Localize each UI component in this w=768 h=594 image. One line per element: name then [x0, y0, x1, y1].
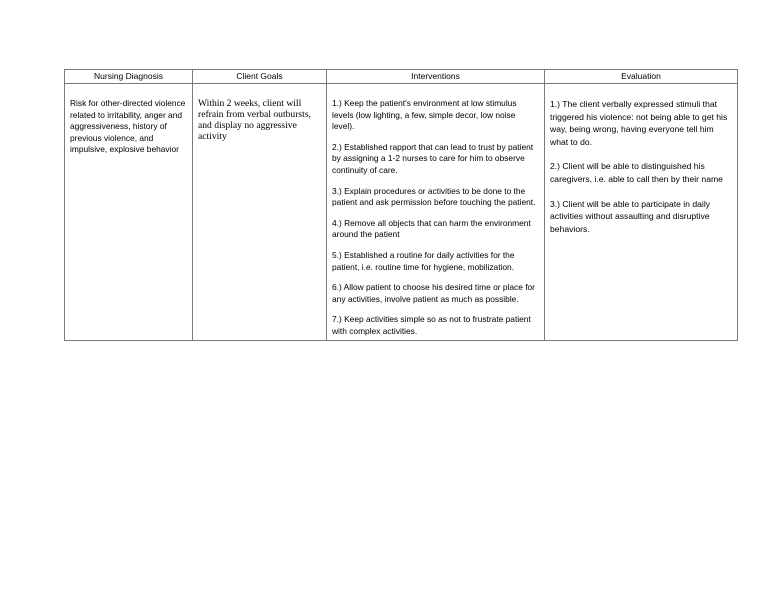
diagnosis-text: Risk for other-directed violence related to irritability, anger and aggressiveness, history of previous violence, and impulsive, explosive behavior — [70, 98, 186, 155]
intervention-item: 5.) Established a routine for daily activities for the patient, i.e. routine time for hygiene, mobilization. — [332, 249, 515, 272]
header-interventions: Interventions — [327, 70, 545, 84]
intervention-item: 2.) Established rapport that can lead to trust by patient by assigning a 1-2 nurses to care for him to observe continuity of care. — [332, 141, 534, 175]
intervention-item: 1.) Keep the patient's environment at low stimulus levels (low lighting, a few, simple decor, low noise level). — [332, 98, 517, 132]
interventions-cell — [327, 84, 545, 341]
evaluation-item: 1.) The client verbally expressed stimuli that triggered his violence: not being able to get his way, being wrong, having everyone tell him what to do. — [550, 99, 728, 147]
intervention-item: 4.) Remove all objects that can harm the environment around the patient — [332, 217, 531, 240]
evaluation-cell — [545, 84, 738, 341]
goals-text: Within 2 weeks, client will refrain from verbal outbursts, and display no aggressive activity — [198, 98, 311, 142]
diagnosis-cell — [65, 84, 193, 341]
intervention-item: 6.) Allow patient to choose his desired time or place for any activities, involve patient as much as possible. — [332, 282, 535, 304]
table-row — [65, 84, 738, 341]
intervention-item: 7.) Keep activities simple so as not to frustrate patient with complex activities. — [332, 314, 531, 336]
care-plan-table — [64, 69, 738, 341]
goals-cell — [193, 84, 327, 341]
header-nursing-diagnosis: Nursing Diagnosis — [65, 70, 193, 84]
header-client-goals: Client Goals — [193, 70, 327, 84]
header-evaluation: Evaluation — [545, 70, 738, 84]
intervention-item: 3.) Explain procedures or activities to be done to the patient and ask permission before touching the patient. — [332, 185, 536, 208]
evaluation-item: 2.) Client will be able to distinguished his caregivers, i.e. able to call then by their name — [550, 161, 723, 184]
evaluation-item: 3.) Client will be able to participate in daily activities without assaulting and disruptive behaviors. — [550, 198, 711, 234]
table-header-row — [65, 70, 738, 84]
